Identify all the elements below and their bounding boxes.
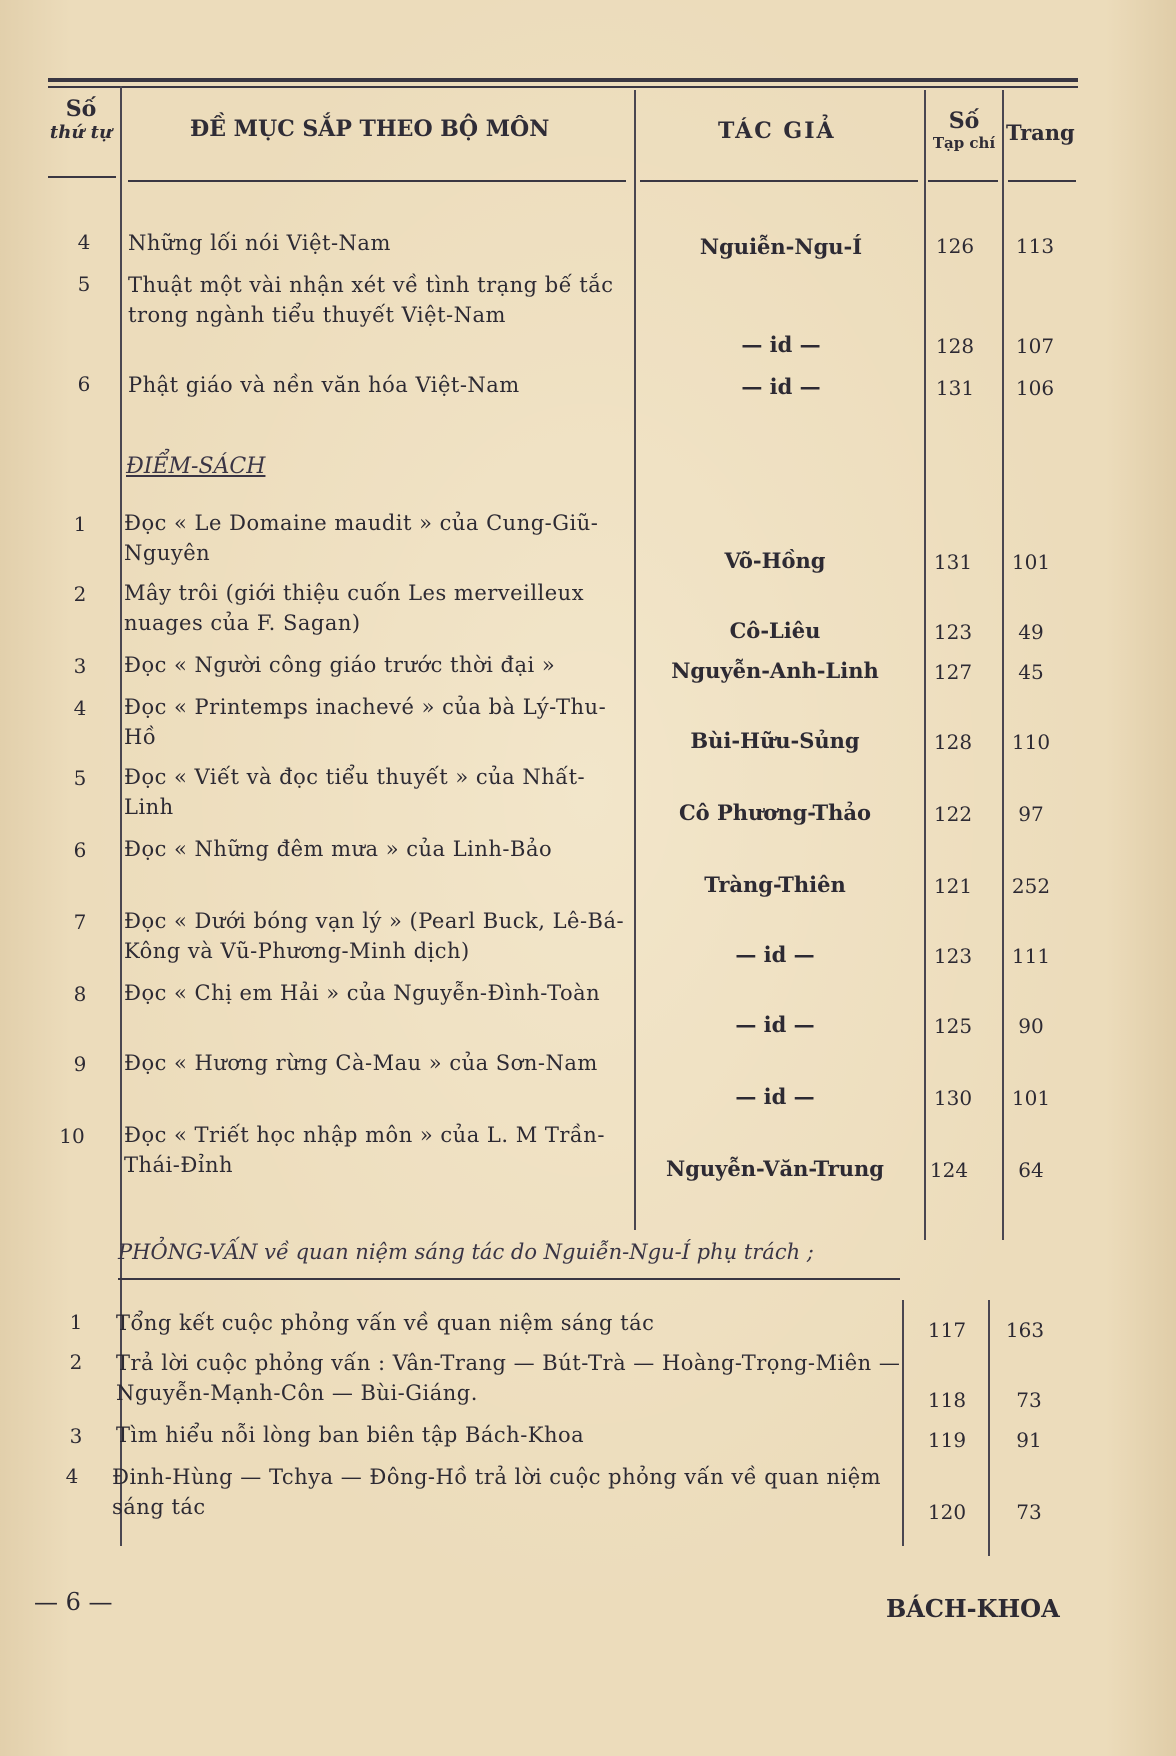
- row-issue: 131: [933, 550, 973, 574]
- row-title: Đọc « Những đêm mưa » của Linh-Bảo: [124, 837, 553, 861]
- header-no: Số thứ tự: [49, 96, 113, 143]
- row-issue: 122: [933, 802, 973, 826]
- row-number: 6: [73, 838, 87, 862]
- header-author: TÁC GIẢ: [718, 118, 836, 144]
- row-author: — id —: [735, 1084, 815, 1109]
- row-number: 2: [69, 1350, 83, 1374]
- row-number: 8: [73, 982, 87, 1006]
- row-page: 163: [1005, 1318, 1045, 1342]
- row-issue: 124: [929, 1158, 969, 1182]
- row-author: — id —: [741, 332, 821, 357]
- row-number: 5: [73, 766, 87, 790]
- section-title-phong-van: PHỎNG-VẤN về quan niệm sáng tác do Nguiễn-Ngu-Í phụ trách ;: [118, 1240, 814, 1264]
- row-issue: 118: [927, 1388, 967, 1412]
- row-issue: 125: [933, 1014, 973, 1038]
- header-underline-no: [48, 176, 116, 178]
- row-author: — id —: [741, 374, 821, 399]
- row-number: 4: [65, 1464, 79, 1488]
- top-rule: [48, 78, 1078, 82]
- section-title-diem-sach: ĐIỂM-SÁCH: [126, 454, 266, 479]
- header-page: Trang: [1006, 120, 1075, 145]
- row-author: Cô-Liêu: [729, 618, 821, 643]
- page-number: — 6 —: [34, 1588, 113, 1616]
- row-issue: 123: [933, 620, 973, 644]
- row-issue: 126: [935, 234, 975, 258]
- row-title: Trả lời cuộc phỏng vấn : Vân-Trang — Bút-Trà — Hoàng-Trọng-Miên — Nguyễn-Mạnh-Côn — Bùi-Giáng.: [116, 1351, 901, 1405]
- row-page: 73: [1016, 1388, 1042, 1412]
- row-author: — id —: [735, 1012, 815, 1037]
- row-page: 91: [1016, 1428, 1042, 1452]
- row-page: 73: [1016, 1500, 1042, 1524]
- row-author: — id —: [735, 942, 815, 967]
- row-page: 110: [1011, 730, 1051, 754]
- row-number: 6: [77, 372, 91, 396]
- row-author: Cô Phương-Thảo: [678, 800, 872, 825]
- row-author: Nguyễn-Văn-Trung: [666, 1156, 884, 1181]
- row-number: 3: [69, 1424, 83, 1448]
- row-author: Võ-Hồng: [724, 548, 826, 573]
- row-page: 106: [1015, 376, 1055, 400]
- row-number: 4: [77, 230, 91, 254]
- row-page: 107: [1015, 334, 1055, 358]
- top-rule-thin: [48, 86, 1078, 88]
- row-page: 113: [1015, 234, 1055, 258]
- row-title: Tổng kết cuộc phỏng vấn về quan niệm sáng tác: [116, 1311, 655, 1335]
- row-page: 64: [1018, 1158, 1044, 1182]
- row-title: Đọc « Le Domaine maudit » của Cung-Giũ-Nguyên: [124, 511, 599, 565]
- publication-name: BÁCH-KHOA: [886, 1594, 1060, 1623]
- row-number: 9: [73, 1052, 87, 1076]
- row-title: Phật giáo và nền văn hóa Việt-Nam: [128, 373, 520, 397]
- row-number: 1: [69, 1310, 83, 1334]
- header-underline-title: [128, 180, 626, 182]
- row-title: Những lối nói Việt-Nam: [128, 231, 391, 255]
- row-title: Thuật một vài nhận xét về tình trạng bế tắc trong ngành tiểu thuyết Việt-Nam: [128, 273, 614, 327]
- row-number: 10: [59, 1124, 85, 1148]
- row-title: Đọc « Hương rừng Cà-Mau » của Sơn-Nam: [124, 1051, 598, 1075]
- row-number: 5: [77, 272, 91, 296]
- row-number: 4: [73, 696, 87, 720]
- row-author: Nguyễn-Anh-Linh: [671, 658, 879, 683]
- row-issue: 123: [933, 944, 973, 968]
- section-underline: [118, 1278, 900, 1280]
- row-page: 111: [1011, 944, 1051, 968]
- row-issue: 127: [933, 660, 973, 684]
- row-title: Tìm hiểu nỗi lòng ban biên tập Bách-Khoa: [116, 1423, 585, 1447]
- row-issue: 128: [933, 730, 973, 754]
- row-issue: 120: [927, 1500, 967, 1524]
- row-title: Đọc « Người công giáo trước thời đại »: [124, 653, 556, 677]
- row-issue: 119: [927, 1428, 967, 1452]
- row-issue: 121: [933, 874, 973, 898]
- row-author: Tràng-Thiên: [704, 872, 846, 897]
- row-page: 252: [1011, 874, 1051, 898]
- row-page: 45: [1018, 660, 1044, 684]
- row-title: Đọc « Printemps inachevé » của bà Lý-Thu-Hồ: [124, 695, 607, 749]
- row-page: 101: [1011, 1086, 1051, 1110]
- row-title: Đọc « Dưới bóng vạn lý » (Pearl Buck, Lê-Bá-Kông và Vũ-Phương-Minh dịch): [124, 909, 625, 963]
- row-page: 49: [1018, 620, 1044, 644]
- header-title: ĐỀ MỤC SẮP THEO BỘ MÔN: [190, 116, 550, 142]
- row-title: Đọc « Chị em Hải » của Nguyễn-Đình-Toàn: [124, 981, 601, 1005]
- row-title: Mây trôi (giới thiệu cuốn Les merveilleux nuages của F. Sagan): [124, 581, 585, 635]
- row-page: 101: [1011, 550, 1051, 574]
- row-page: 90: [1018, 1014, 1044, 1038]
- row-issue: 131: [935, 376, 975, 400]
- row-issue: 117: [927, 1318, 967, 1342]
- row-author: Bùi-Hữu-Sủng: [690, 728, 860, 753]
- header-issue: Số Tạp chí: [932, 108, 996, 152]
- row-title: Đọc « Triết học nhập môn » của L. M Trần-Thái-Đỉnh: [124, 1123, 605, 1177]
- header-underline-issue: [928, 180, 998, 182]
- header-underline-author: [640, 180, 918, 182]
- row-author: Nguiễn-Ngu-Í: [699, 234, 863, 259]
- row-issue: 128: [935, 334, 975, 358]
- row-issue: 130: [933, 1086, 973, 1110]
- row-number: 3: [73, 654, 87, 678]
- header-underline-page: [1008, 180, 1076, 182]
- column-line-3b: [902, 1300, 904, 1546]
- row-number: 1: [73, 512, 87, 536]
- row-page: 97: [1018, 802, 1044, 826]
- row-number: 2: [73, 582, 87, 606]
- row-title: Đinh-Hùng — Tchya — Đông-Hồ trả lời cuộc phỏng vấn về quan niệm sáng tác: [112, 1465, 882, 1519]
- row-title: Đọc « Viết và đọc tiểu thuyết » của Nhất-Linh: [124, 765, 586, 819]
- row-number: 7: [73, 910, 87, 934]
